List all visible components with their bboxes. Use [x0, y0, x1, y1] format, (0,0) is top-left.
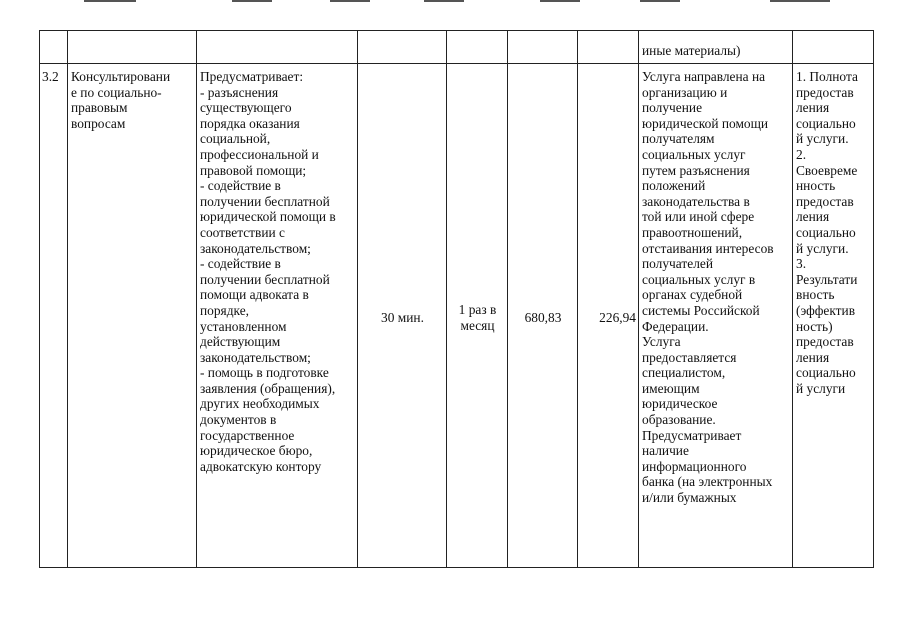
- conditions-line: путем разъяснения: [642, 162, 750, 178]
- conditions-line: социальных услуг в: [642, 271, 756, 287]
- scan-edge-mark: [84, 0, 136, 2]
- tariff-value: 680,83: [524, 310, 562, 326]
- quality-line: социально: [796, 224, 856, 240]
- description-line: заявления (обращения),: [200, 380, 336, 396]
- description-line: других необходимых: [200, 396, 320, 412]
- frequency-line: месяц: [460, 318, 495, 333]
- quality-line: ления: [796, 349, 830, 365]
- quality-line: нность: [796, 178, 836, 194]
- cell-conditions-prev: [639, 31, 793, 64]
- description-line: правовой помощи;: [200, 162, 307, 178]
- table-row-previous: [40, 31, 874, 64]
- description-line: документов в: [200, 412, 277, 428]
- conditions-line: банка (на электронных: [642, 474, 773, 490]
- conditions-line: имеющим: [642, 380, 700, 396]
- conditions-line: положений: [642, 178, 706, 194]
- conditions-line: социальных услуг: [642, 146, 746, 162]
- scan-edge-mark: [640, 0, 680, 2]
- cell-conditions: [639, 64, 793, 568]
- conditions-line: Предусматривает: [642, 427, 742, 443]
- cell-cost-prev: [578, 31, 639, 64]
- scan-edge-mark: [540, 0, 580, 2]
- conditions-line: отстаивания интересов: [642, 240, 774, 256]
- conditions-tail-text: иные материалы): [642, 43, 741, 59]
- description-line: получении бесплатной: [200, 193, 330, 209]
- quality-line: 1. Полнота: [796, 69, 858, 84]
- quality-line: Своевреме: [796, 162, 858, 178]
- cell-tariff-prev: [508, 31, 578, 64]
- quality-line: 2.: [796, 146, 807, 162]
- description-line: - содействие в: [200, 256, 281, 272]
- cell-quality-prev: [793, 31, 874, 64]
- description-line: существующего: [200, 100, 292, 116]
- cell-number-prev: [40, 31, 68, 64]
- quality-line: ления: [796, 100, 830, 116]
- conditions-line: образование.: [642, 412, 716, 428]
- cell-description-prev: [197, 31, 358, 64]
- conditions-line: органах судебной: [642, 287, 743, 303]
- cost-value: 226,94: [599, 310, 636, 326]
- description-line: юридической помощи в: [200, 209, 336, 225]
- quality-line: социально: [796, 115, 856, 131]
- conditions-line: получение: [642, 100, 703, 116]
- conditions-line: Услуга направлена на: [642, 69, 766, 84]
- description-line: помощи адвоката в: [200, 287, 309, 303]
- description-line: Предусматривает:: [200, 69, 304, 84]
- service-name-line: Консультировани: [71, 69, 171, 84]
- description-line: действующим: [200, 334, 281, 350]
- conditions-line: Услуга: [642, 334, 681, 350]
- quality-line: ность): [796, 318, 833, 334]
- description-line: порядке,: [200, 302, 249, 318]
- cell-number: [40, 64, 68, 568]
- scan-edge-mark: [232, 0, 272, 2]
- scan-edge-mark: [330, 0, 370, 2]
- quality-line: ления: [796, 209, 830, 225]
- quality-line: социально: [796, 365, 856, 381]
- description-line: законодательством;: [200, 349, 311, 365]
- description-text: [200, 69, 355, 474]
- services-table: [39, 30, 874, 568]
- cell-frequency: [447, 64, 508, 568]
- conditions-line: наличие: [642, 443, 689, 459]
- description-line: - помощь в подготовке: [200, 365, 329, 381]
- conditions-line: организацию и: [642, 84, 728, 100]
- duration-value: 30 мин.: [381, 310, 424, 326]
- description-line: юридическое бюро,: [200, 443, 313, 459]
- description-line: социальной,: [200, 131, 271, 147]
- scan-edge-mark: [424, 0, 464, 2]
- quality-line: й услуги.: [796, 131, 849, 147]
- cell-service-name: [68, 64, 197, 568]
- quality-line: й услуги.: [796, 240, 849, 256]
- quality-line: предостав: [796, 193, 854, 209]
- description-line: адвокатскую контору: [200, 458, 322, 474]
- cell-cost: [578, 64, 639, 568]
- description-line: порядка оказания: [200, 115, 300, 131]
- conditions-line: той или иной сфере: [642, 209, 755, 225]
- description-line: соответствии с: [200, 224, 285, 240]
- quality-line: 3.: [796, 256, 807, 272]
- cell-frequency-prev: [447, 31, 508, 64]
- conditions-text: [642, 69, 790, 506]
- description-line: профессиональной и: [200, 146, 319, 162]
- service-name-line: е по социально-: [71, 84, 162, 100]
- cell-description: [197, 64, 358, 568]
- description-line: государственное: [200, 427, 295, 443]
- conditions-line: правоотношений,: [642, 224, 743, 240]
- description-line: - содействие в: [200, 178, 281, 194]
- cell-quality: [793, 64, 874, 568]
- cell-duration-prev: [358, 31, 447, 64]
- service-name-line: правовым: [71, 100, 128, 116]
- conditions-line: системы Российской: [642, 302, 760, 318]
- cell-name-prev: [68, 31, 197, 64]
- frequency-line: 1 раз в: [458, 302, 497, 318]
- quality-line: предостав: [796, 334, 854, 350]
- conditions-line: Федерации.: [642, 318, 709, 334]
- quality-line: вность: [796, 287, 835, 303]
- service-name-line: вопросам: [71, 115, 126, 131]
- quality-indicators-text: [796, 69, 871, 396]
- scan-edge-mark: [770, 0, 830, 2]
- description-line: установленном: [200, 318, 287, 334]
- conditions-line: и/или бумажных: [642, 490, 737, 506]
- quality-line: (эффектив: [796, 302, 856, 318]
- cell-duration: [358, 64, 447, 568]
- description-line: получении бесплатной: [200, 271, 330, 287]
- row-number: 3.2: [42, 69, 59, 84]
- quality-line: Результати: [796, 271, 858, 287]
- conditions-line: юридическое: [642, 396, 718, 412]
- conditions-line: законодательства в: [642, 193, 750, 209]
- conditions-line: получателей: [642, 256, 713, 272]
- cell-tariff: [508, 64, 578, 568]
- quality-line: предостав: [796, 84, 854, 100]
- table-row: [40, 64, 874, 568]
- conditions-line: специалистом,: [642, 365, 726, 381]
- description-line: законодательством;: [200, 240, 311, 256]
- conditions-line: юридической помощи: [642, 115, 769, 131]
- conditions-line: предоставляется: [642, 349, 737, 365]
- conditions-line: получателям: [642, 131, 715, 147]
- conditions-line: информационного: [642, 458, 747, 474]
- description-line: - разъяснения: [200, 84, 279, 100]
- quality-line: й услуги: [796, 380, 846, 396]
